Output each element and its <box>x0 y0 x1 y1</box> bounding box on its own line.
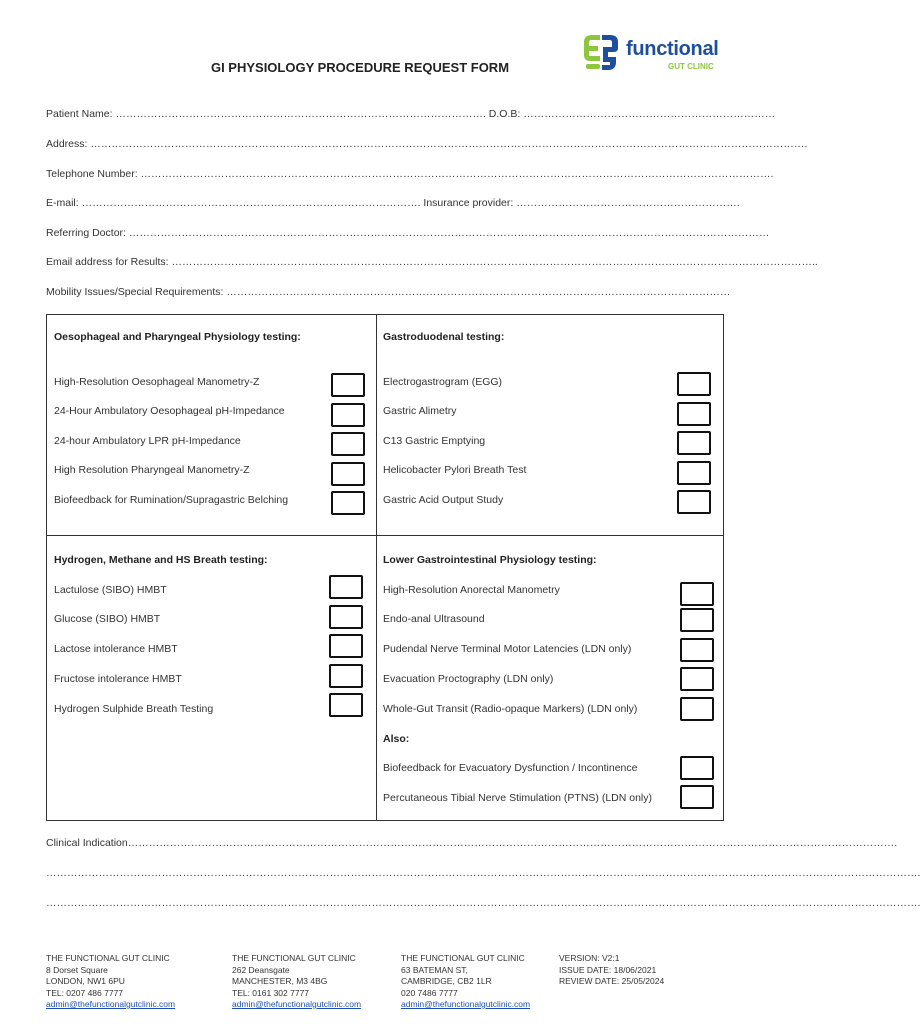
clinic-name: THE FUNCTIONAL GUT CLINIC <box>232 953 356 963</box>
email-link[interactable]: admin@thefunctionalgutclinic.com <box>232 999 362 1009</box>
checkbox-fructose-hmbt[interactable] <box>329 664 363 688</box>
mobility-field[interactable]: Mobility Issues/Special Requirements: ……………………………………………………………………………………………………………………………… <box>46 286 731 298</box>
test-label: Helicobacter Pylori Breath Test <box>383 464 527 476</box>
checkbox-evacuation-proctography[interactable] <box>680 667 714 691</box>
checkbox-c13-gastric-emptying[interactable] <box>677 431 711 455</box>
phone: TEL: 0207 486 7777 <box>46 987 124 998</box>
test-label: C13 Gastric Emptying <box>383 435 486 447</box>
phone: TEL: 0161 302 7777 <box>232 987 310 998</box>
checkbox-hr-oesophageal-manometry[interactable] <box>331 373 365 397</box>
test-label: Glucose (SIBO) HMBT <box>54 613 161 625</box>
telephone-field[interactable]: Telephone Number: ………………………………………………………………………………………………………………………………………………………………. <box>46 168 774 180</box>
email-results-field[interactable]: Email address for Results: ………………………………………………………………………………………………………………………………………………………………….. <box>46 256 818 268</box>
test-label: Biofeedback for Rumination/Supragastric Belching <box>54 494 289 506</box>
logo-wordmark: functional <box>626 38 719 60</box>
breath-testing-heading: Hydrogen, Methane and HS Breath testing: <box>54 554 268 566</box>
form-title: GI PHYSIOLOGY PROCEDURE REQUEST FORM <box>210 60 510 75</box>
checkbox-h-pylori-breath-test[interactable] <box>677 461 711 485</box>
gastroduodenal-heading: Gastroduodenal testing: <box>383 331 505 343</box>
test-label: Gastric Acid Output Study <box>383 494 504 506</box>
test-label: Gastric Alimetry <box>383 405 457 417</box>
test-label: Hydrogen Sulphide Breath Testing <box>54 703 214 715</box>
phone: 020 7486 7777 <box>401 987 458 998</box>
clinical-indication-line[interactable]: ……………………………………………………………………………………………………………………………………………………………………………………………………………………………. <box>46 867 920 879</box>
checkbox-lactulose-hmbt[interactable] <box>329 575 363 599</box>
address-line: 262 Deansgate <box>232 964 290 975</box>
test-label: Lactulose (SIBO) HMBT <box>54 584 167 596</box>
patient-name-field[interactable]: Patient Name: ……………………………………………………………………………………………. D.O.B: ……………………………………………………………… <box>46 108 776 120</box>
test-label: Biofeedback for Evacuatory Dysfunction / Incontinence <box>383 762 638 774</box>
test-label: Lactose intolerance HMBT <box>54 643 178 655</box>
footer-version <box>559 953 664 988</box>
test-label: 24-Hour Ambulatory Oesophageal pH-Impedance <box>54 405 285 417</box>
checkbox-glucose-hmbt[interactable] <box>329 605 363 629</box>
version: VERSION: V2:1 <box>559 953 620 963</box>
clinical-indication-field[interactable]: Clinical Indication…………………………………………………………………………………………………………………………………………………………………………………………………. <box>46 837 898 849</box>
lower-gi-heading: Lower Gastrointestinal Physiology testing: <box>383 554 597 566</box>
checkbox-rumination-biofeedback[interactable] <box>331 491 365 515</box>
clinic-name: THE FUNCTIONAL GUT CLINIC <box>401 953 525 963</box>
checkbox-endo-anal-ultrasound[interactable] <box>680 608 714 632</box>
test-label: 24-hour Ambulatory LPR pH-Impedance <box>54 435 241 447</box>
email-link[interactable]: admin@thefunctionalgutclinic.com <box>401 999 531 1009</box>
test-label: Pudendal Nerve Terminal Motor Latencies (LDN only) <box>383 643 632 655</box>
table-divider-vertical <box>376 314 377 821</box>
review-date: REVIEW DATE: 25/05/2024 <box>559 976 665 986</box>
checkbox-whole-gut-transit[interactable] <box>680 697 714 721</box>
issue-date: ISSUE DATE: 18/06/2021 <box>559 964 657 975</box>
referring-doctor-field[interactable]: Referring Doctor: ………………………………………………………………………………………………………………………………………………………………… <box>46 227 770 239</box>
checkbox-pharyngeal-manometry[interactable] <box>331 462 365 486</box>
test-label: Endo-anal Ultrasound <box>383 613 485 625</box>
test-label: Fructose intolerance HMBT <box>54 673 182 685</box>
checkbox-gastric-acid-output[interactable] <box>677 490 711 514</box>
logo-subtitle: GUT CLINIC <box>668 62 714 71</box>
checkbox-ptns[interactable] <box>680 785 714 809</box>
footer-manchester <box>232 953 361 1011</box>
checkbox-hydrogen-sulphide-breath[interactable] <box>329 693 363 717</box>
checkbox-evacuatory-biofeedback[interactable] <box>680 756 714 780</box>
checkbox-gastric-alimetry[interactable] <box>677 402 711 426</box>
checkbox-lactose-hmbt[interactable] <box>329 634 363 658</box>
checkbox-lpr-ph-impedance[interactable] <box>331 432 365 456</box>
checkbox-egg[interactable] <box>677 372 711 396</box>
checkbox-pudendal-nerve-latencies[interactable] <box>680 638 714 662</box>
test-label: High Resolution Pharyngeal Manometry-Z <box>54 464 250 476</box>
test-label: High-Resolution Oesophageal Manometry-Z <box>54 376 260 388</box>
test-label: Whole-Gut Transit (Radio-opaque Markers) (LDN only) <box>383 703 638 715</box>
address-line: 63 BATEMAN ST, <box>401 964 468 975</box>
address-line: 8 Dorset Square <box>46 964 108 975</box>
address-line: LONDON, NW1 6PU <box>46 976 125 986</box>
checkbox-oesophageal-ph-impedance[interactable] <box>331 403 365 427</box>
table-divider-horizontal <box>46 535 724 536</box>
footer-london <box>46 953 175 1011</box>
oesophageal-heading: Oesophageal and Pharyngeal Physiology testing: <box>54 331 301 343</box>
address-field[interactable]: Address: ……………………………………………………………………………………………………………………………………………………………………………………. <box>46 138 808 150</box>
footer-cambridge <box>401 953 530 1011</box>
test-label: Percutaneous Tibial Nerve Stimulation (PTNS) (LDN only) <box>383 792 653 804</box>
address-line: CAMBRIDGE, CB2 1LR <box>401 976 492 986</box>
also-label: Also: <box>383 733 410 745</box>
email-link[interactable]: admin@thefunctionalgutclinic.com <box>46 999 176 1009</box>
clinical-indication-line[interactable]: ……………………………………………………………………………………………………………………………………………………………………………………………………………………………. <box>46 897 920 909</box>
test-label: High-Resolution Anorectal Manometry <box>383 584 560 596</box>
checkbox-anorectal-manometry[interactable] <box>680 582 714 606</box>
brain-gut-icon <box>578 32 624 74</box>
test-label: Electrogastrogram (EGG) <box>383 376 503 388</box>
address-line: MANCHESTER, M3 4BG <box>232 976 328 986</box>
email-field[interactable]: E-mail: ……………………………………………………………………………………. Insurance provider: ………………………………………………………. <box>46 197 740 209</box>
clinic-name: THE FUNCTIONAL GUT CLINIC <box>46 953 170 963</box>
test-label: Evacuation Proctography (LDN only) <box>383 673 554 685</box>
